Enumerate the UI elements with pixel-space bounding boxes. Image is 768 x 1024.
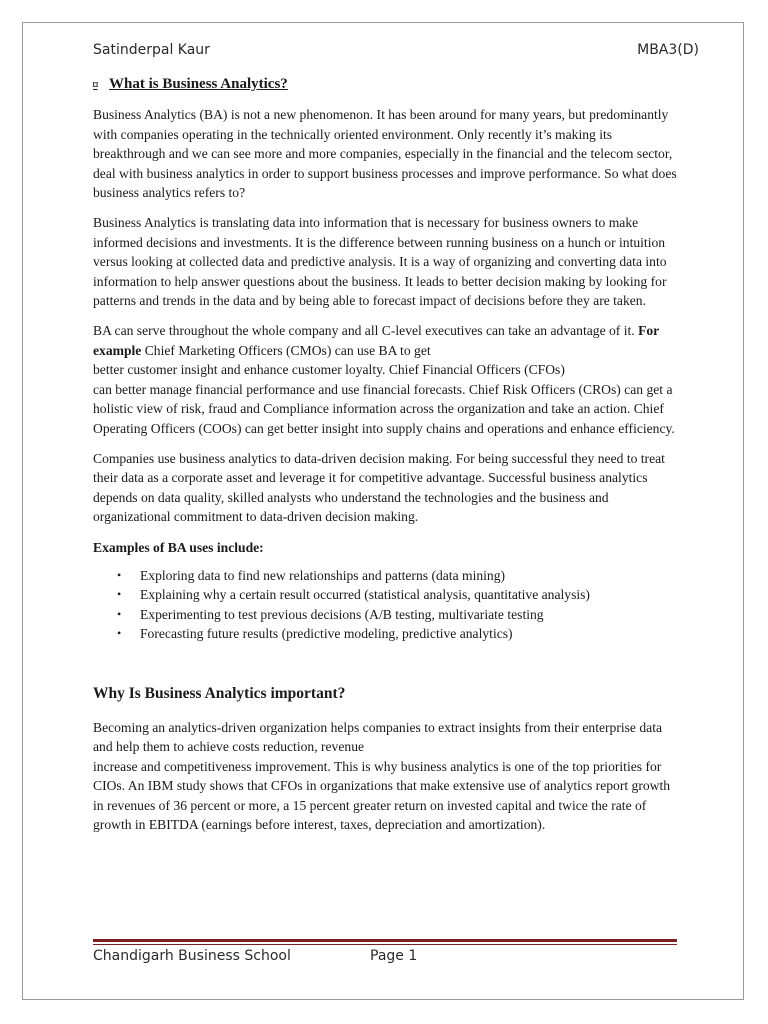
importance-text-start: Becoming an analytics-driven organization helps companies to extract insights from their enterprise data and help them to achieve costs reduction, revenue [93,719,662,755]
section-title-why-important: Why Is Business Analytics important? [93,684,346,702]
list-item [117,624,677,643]
examples-list [93,566,677,644]
list-item [117,605,677,624]
footer-rule-thick [93,939,677,942]
list-item [117,566,677,585]
footer-page-number: Page 1 [370,948,418,964]
executives-text-cmo: Chief Marketing Officers (CMOs) can use BA to get [141,342,431,358]
executives-text-start: BA can serve throughout the whole company and all C-level executives can take an advantage of it. [93,323,639,339]
for-example-bold: For example [93,323,659,358]
bullet-icon: • [117,626,122,641]
executives-text-rest: can better manage financial performance and use financial forecasts. Chief Risk Officers (CROs) can get a holistic view of risk, fraud and Compliance information across the organization and take an action. Chief Operating Officers (COOs) can get better insight into supply chains and operations and enhance efficiency. [93,381,675,436]
list-item [117,585,677,604]
list-item-text: Forecasting future results (predictive modeling, predictive analytics) [140,626,513,642]
paragraph-intro: Business Analytics (BA) is not a new phenomenon. It has been around for many years, but predominantly with companies operating in the technically oriented environment. Only recently it’s making its breakthrough and we can see more and more companies, especially in the financial and the telecom sector, deal with business analytics in order to support business processes and improve performance. So what does business analytics refers to? [93,107,677,201]
header-course: MBA3(D) [637,42,699,58]
list-item-text: Explaining why a certain result occurred (statistical analysis, quantitative analysis) [140,587,590,603]
heading-marker-icon: ⌑ [93,79,98,90]
list-item-text: Exploring data to find new relationships and patterns (data mining) [140,567,506,583]
footer-rule-thin [93,944,677,945]
section-title-text: What is Business Analytics? [109,76,288,92]
paragraph-definition: Business Analytics is translating data into information that is necessary for business owners to make informed decisions and investments. It is the difference between running business on a hunch or intuition versus looking at collected data and predictive analysis. It is a way of organizing and converting data into information to help answer questions about the business. It leads to better decision making by looking for patterns and trends in the data and by being able to forecast impact of decisions before they are taken. [93,215,667,309]
list-item-text: Experimenting to test previous decisions (A/B testing, multivariate testing [140,606,544,622]
paragraph-importance [93,718,677,834]
document-body [93,75,677,845]
bullet-icon: • [117,567,122,582]
executives-text-cfo: better customer insight and enhance customer loyalty. Chief Financial Officers (CFOs) [93,362,565,378]
bullet-icon: • [117,606,122,621]
examples-heading: Examples of BA uses include: [93,539,264,555]
bullet-icon: • [117,587,122,602]
paragraph-companies: Companies use business analytics to data-driven decision making. For being successful they need to treat their data as a corporate asset and leverage it for competitive advantage. Successful business analytics depends on data quality, skilled analysts who understand the technologies and the business and organizational commitment to data-driven decision making. [93,450,665,525]
section-title-what-is-ba [93,75,677,94]
footer-school: Chandigarh Business School [93,948,291,964]
header-author: Satinderpal Kaur [93,42,210,58]
importance-text-rest: increase and competitiveness improvement. This is why business analytics is one of the top priorities for CIOs. An IBM study shows that CFOs in organizations that make extensive use of analytics report growth in revenues of 36 percent or more, a 15 percent greater return on invested capital and twice the rate of growth in EBITDA (earnings before interest, taxes, depreciation and amortization). [93,758,671,832]
paragraph-executives [93,321,677,437]
